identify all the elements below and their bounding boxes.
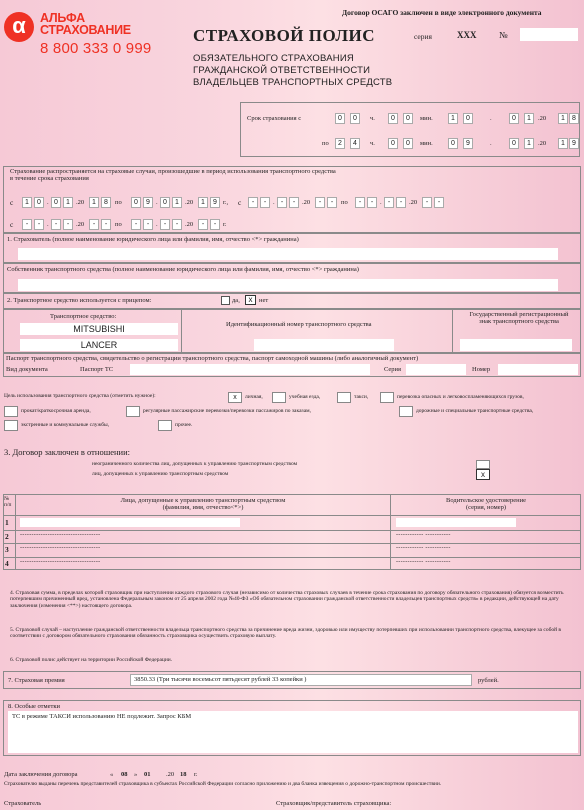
special-text: ТС в режиме ТАКСИ использованию НЕ подлежит. Запрос КБМ	[12, 713, 192, 720]
doc-series-field	[406, 364, 466, 375]
driver-row-line-1	[3, 530, 581, 531]
term-from-dot1: .	[490, 115, 492, 122]
period-r0-b-cell-5: 9	[210, 197, 220, 208]
footer-date-month: 01	[144, 771, 151, 778]
term-to-m: мин.	[420, 140, 433, 147]
insurer-field	[18, 248, 558, 260]
purpose-checkbox-0[interactable]: x	[228, 392, 242, 403]
doc-series-label: Серия	[384, 366, 402, 373]
period-r0-c-cell-1: -	[260, 197, 270, 208]
page-title: СТРАХОВОЙ ПОЛИС	[193, 26, 376, 45]
term-from-mo-1: 1	[524, 113, 534, 124]
period-r1-a-sep-4: .20	[76, 221, 85, 228]
passport-head: Паспорт транспортного средства, свидетельство о регистрации транспортного средства, паспорт самоходной машины (либо аналогичный документ)	[6, 355, 419, 362]
term-from-m: мин.	[420, 115, 433, 122]
period-r1-a-cell-5: -	[101, 219, 111, 230]
period-r0-d-cell-2: -	[384, 197, 394, 208]
special-label: 8. Особые отметки	[8, 703, 60, 710]
footer-date-label: Дата заключения договора	[4, 771, 78, 778]
period-r0-a-cell-2: 0	[51, 197, 61, 208]
term-from-label: Срок страхования с	[247, 115, 302, 122]
purpose-checkbox-4[interactable]	[4, 406, 18, 417]
purpose-label-3: перевозка опасных и легковоспламеняющихся грузов,	[397, 394, 524, 400]
premium-value: 3850.33 (Три тысячи восемьсот пятьдесят рублей 33 копейки )	[134, 676, 307, 683]
period-r1-a-cell-3: -	[63, 219, 73, 230]
vehicle-make: MITSUBISHI	[73, 324, 125, 334]
drivers-col-name: Лица, допущенные к управлению транспортным средством (фамилия, имя, отчество<*>)	[120, 497, 286, 512]
footer-date-day: 08	[121, 771, 128, 778]
logo-phone: 8 800 333 0 999	[40, 40, 152, 57]
period-r0-b-cell-1: 9	[143, 197, 153, 208]
series-label: серия	[414, 32, 432, 41]
reg-field	[460, 339, 572, 351]
period-g-1: г.	[223, 221, 227, 228]
term-from-mo-0: 0	[509, 113, 519, 124]
purpose-label-0: личная,	[245, 394, 263, 400]
period-po-1: по	[115, 221, 122, 228]
trailer-no-label: нет	[259, 297, 269, 304]
period-po-0b: по	[341, 199, 348, 206]
term-to-label: по	[322, 140, 329, 147]
period-r0-d-cell-1: -	[367, 197, 377, 208]
purpose-label-8: прочее.	[175, 422, 193, 428]
period-r1-a-cell-1: -	[34, 219, 44, 230]
footer-date-year-prefix: .20	[166, 771, 175, 778]
clause-4: 4. Страховая сумма, в пределах которой страховщик при наступлении каждого страхового случая (независимо от количества страховых случаев в течение срока страхования по договору обязательного страхования) обязуется возместить потерпевшим причиненный вред, установлена Федеральным законом от 25 апреля 2002 года №40-ФЗ «Об обязательном страховании гражданской ответственности владельцев транспортных средств» в редакции, действующей на дату заключения (изменения <**>) настоящего договора.	[10, 590, 564, 609]
period-r0-a-sep-2: .	[47, 199, 49, 206]
driver-row-line-3	[3, 557, 581, 558]
period-g-0: г.,	[223, 199, 229, 206]
period-r1-b-cell-1: -	[143, 219, 153, 230]
term-from-dd-1: 0	[463, 113, 473, 124]
term-to-dot1: .	[490, 140, 492, 147]
clause-5: 5. Страховой случай – наступление гражданской ответственности владельца транспортного средства за причинение вреда жизни, здоровью или имуществу потерпевших при использовании транспортного средства, влекущее за собой в соответствии с договором обязательного страхования обязанность страховщика осуществить страховую выплату.	[10, 627, 562, 640]
logo	[2, 10, 172, 62]
premium-label: 7. Страховая премия	[8, 677, 65, 684]
term-to-yp: .20	[538, 140, 547, 147]
period-r0-b-cell-3: 1	[172, 197, 182, 208]
period-s-0b: с	[238, 198, 242, 207]
period-r0-c-sep-2: .	[273, 199, 275, 206]
period-r0-d-cell-0: -	[355, 197, 365, 208]
insurer-label: 1. Страхователь (полное наименование юридического лица или фамилия, имя, отчество <*> гражданина)	[7, 236, 299, 243]
term-from-yp: .20	[538, 115, 547, 122]
term-to-dd-0: 0	[448, 138, 458, 149]
term-from-yy-1: 8	[569, 113, 579, 124]
period-r0-b-cell-0: 0	[131, 197, 141, 208]
purpose-label-2: такси,	[354, 394, 369, 400]
doc-number-label: Номер	[472, 366, 491, 373]
drivers-col-license: Водительское удостоверение (серия, номер)	[445, 497, 526, 512]
period-r0-a-cell-3: 1	[63, 197, 73, 208]
period-r1-a-cell-4: -	[89, 219, 99, 230]
term-from-dd-0: 1	[448, 113, 458, 124]
period-r0-b-cell-4: 1	[198, 197, 208, 208]
period-r0-c-cell-0: -	[248, 197, 258, 208]
term-to-yy-1: 9	[569, 138, 579, 149]
term-to-yy-0: 1	[558, 138, 568, 149]
trailer-yes-label: да,	[232, 297, 240, 304]
contract-opt1: неограниченного количества лиц, допущенных к управлению транспортным средством	[92, 461, 298, 467]
purpose-checkbox-6[interactable]	[399, 406, 413, 417]
vehicle-head: Транспортное средство:	[50, 313, 117, 320]
purpose-label-5: регулярные пассажирские перевозки/перевозки пассажиров по заказам,	[143, 408, 311, 414]
period-r0-a-sep-4: .20	[76, 199, 85, 206]
driver-name-3: -----------------------------------	[20, 558, 101, 565]
period-r1-a-cell-2: -	[51, 219, 61, 230]
contract-opt2: лиц, допущенных к управлению транспортным средством	[92, 471, 229, 477]
footer-date-close: »	[134, 771, 138, 778]
driver-name-field-0	[20, 518, 240, 527]
contract-label: 3. Договор заключен в отношении:	[4, 447, 131, 457]
term-from-mm-0: 0	[388, 113, 398, 124]
footer-date-g: г.	[194, 771, 198, 778]
period-r1-b-cell-0: -	[131, 219, 141, 230]
driver-row-no-1: 2	[5, 531, 9, 541]
driver-license-1: ------------ -----------	[396, 531, 451, 538]
period-r0-a-cell-0: 1	[22, 197, 32, 208]
period-text: Страхование распространяется на страховые случаи, произошедшие в период использования транспортного средства в течение срока страхования	[10, 168, 336, 183]
purpose-checkbox-1[interactable]	[272, 392, 286, 403]
purpose-checkbox-7[interactable]	[4, 420, 18, 431]
term-to-h: ч.	[370, 140, 375, 147]
driver-row-no-2: 3	[5, 545, 9, 554]
period-r1-b-cell-5: -	[210, 219, 220, 230]
driver-row-no-0: 1	[5, 518, 9, 527]
logo-brand: АЛЬФА СТРАХОВАНИЕ	[40, 11, 131, 37]
trailer-label: 2. Транспортное средство используется с прицепом:	[7, 297, 152, 304]
period-r1-a-sep-2: .	[47, 221, 49, 228]
purpose-label-4: прокат/краткосрочная аренда,	[21, 408, 91, 414]
period-r0-c-cell-2: -	[277, 197, 287, 208]
period-r1-b-cell-3: -	[172, 219, 182, 230]
policy-number-field	[520, 28, 578, 41]
purpose-label: Цель использования транспортного средства (отметить нужное):	[4, 393, 156, 399]
clause-6: 6. Страховой полис действует на территории Российской Федерации.	[10, 657, 173, 663]
period-r1-b-sep-4: .20	[185, 221, 194, 228]
term-from-h: ч.	[370, 115, 375, 122]
term-from-hh-1: 0	[350, 113, 360, 124]
term-from-hh-0: 0	[335, 113, 345, 124]
term-to-mm-0: 0	[388, 138, 398, 149]
period-r0-b-sep-2: .	[156, 199, 158, 206]
logo-mark-icon: α	[4, 12, 34, 42]
period-r1-b-cell-4: -	[198, 219, 208, 230]
contract-opt2-checkbox[interactable]: x	[476, 469, 490, 480]
vin-field	[254, 339, 394, 351]
period-r0-b-cell-2: 0	[160, 197, 170, 208]
doc-number-field	[498, 364, 578, 375]
contract-opt1-checkbox[interactable]	[476, 460, 490, 469]
driver-row-line-2	[3, 543, 581, 544]
period-r1-b-cell-2: -	[160, 219, 170, 230]
footer-date-year: 18	[180, 771, 187, 778]
period-r0-d-cell-4: -	[422, 197, 432, 208]
driver-row-no-3: 4	[5, 558, 9, 568]
purpose-label-7: экстренные и коммунальные службы,	[21, 422, 110, 428]
period-r0-c-cell-5: -	[327, 197, 337, 208]
term-to-hh-1: 4	[350, 138, 360, 149]
doc-type-label: Вид документа	[6, 366, 48, 373]
period-r1-a-cell-0: -	[22, 219, 32, 230]
owner-label: Собственник транспортного средства (полное наименование юридического лица или фамилия, имя, отчество <*> гражданина)	[7, 266, 359, 273]
period-r1-b-sep-2: .	[156, 221, 158, 228]
footer-note: Страхователю выданы перечень представителей страховщика в субъектах Российской Федерации согласно приложению и два бланка извещения о дорожно-транспортном происшествии.	[4, 781, 442, 787]
number-label: №	[499, 30, 508, 40]
footer-insurer-rep: Страховщик/представитель страховщика:	[276, 800, 392, 807]
period-po-0: по	[115, 199, 122, 206]
driver-license-3: ------------ -----------	[396, 558, 451, 565]
purpose-label-1: учебная езда,	[289, 394, 321, 400]
period-r0-d-cell-5: -	[434, 197, 444, 208]
period-r0-d-cell-3: -	[396, 197, 406, 208]
purpose-checkbox-2[interactable]	[337, 392, 351, 403]
trailer-yes-checkbox[interactable]	[221, 296, 230, 305]
term-to-mo-0: 0	[509, 138, 519, 149]
period-r0-a-cell-5: 8	[101, 197, 111, 208]
period-r0-a-cell-1: 0	[34, 197, 44, 208]
vehicle-model: LANCER	[80, 340, 118, 350]
driver-license-field-0	[396, 518, 516, 527]
period-r0-d-sep-2: .	[380, 199, 382, 206]
term-to-hh-0: 2	[335, 138, 345, 149]
doc-type-value: Паспорт ТС	[80, 366, 114, 373]
footer-date-open: «	[110, 771, 114, 778]
footer-insured: Страхователь	[4, 800, 42, 807]
term-to-dd-1: 9	[463, 138, 473, 149]
period-s-0: с	[10, 198, 14, 207]
period-r0-c-cell-4: -	[315, 197, 325, 208]
reg-head: Государственный регистрационный знак транспортного средства	[469, 311, 569, 326]
period-r0-c-sep-4: .20	[302, 199, 311, 206]
doc-type-field	[130, 364, 370, 375]
period-s-1: с	[10, 220, 14, 229]
period-r0-a-cell-4: 1	[89, 197, 99, 208]
term-to-mm-1: 0	[403, 138, 413, 149]
trailer-no-checkbox[interactable]: x	[245, 295, 256, 305]
premium-unit: рублей.	[478, 677, 499, 684]
page-subtitle: ОБЯЗАТЕЛЬНОГО СТРАХОВАНИЯ ГРАЖДАНСКОЙ ОТВЕТСТВЕННОСТИ ВЛАДЕЛЬЦЕВ ТРАНСПОРТНЫХ СРЕДСТВ	[193, 53, 393, 88]
period-r0-c-cell-3: -	[289, 197, 299, 208]
purpose-checkbox-8[interactable]	[158, 420, 172, 431]
period-r0-b-sep-4: .20	[185, 199, 194, 206]
purpose-checkbox-5[interactable]	[126, 406, 140, 417]
driver-name-2: -----------------------------------	[20, 545, 101, 551]
term-from-yy-0: 1	[558, 113, 568, 124]
term-to-mo-1: 1	[524, 138, 534, 149]
owner-field	[18, 279, 558, 291]
electronic-note: Договор ОСАГО заключен в виде электронного документа	[342, 8, 542, 17]
series-value: XXX	[457, 30, 477, 40]
vin-head: Идентификационный номер транспортного средства	[226, 321, 372, 328]
driver-license-2: ------------ -----------	[396, 545, 451, 551]
driver-name-1: -----------------------------------	[20, 531, 101, 538]
drivers-col-no: № п/п	[4, 496, 12, 509]
purpose-checkbox-3[interactable]	[380, 392, 394, 403]
term-from-mm-1: 0	[403, 113, 413, 124]
period-r0-d-sep-4: .20	[409, 199, 418, 206]
purpose-label-6: дорожные и специальные транспортные средства,	[416, 408, 534, 414]
